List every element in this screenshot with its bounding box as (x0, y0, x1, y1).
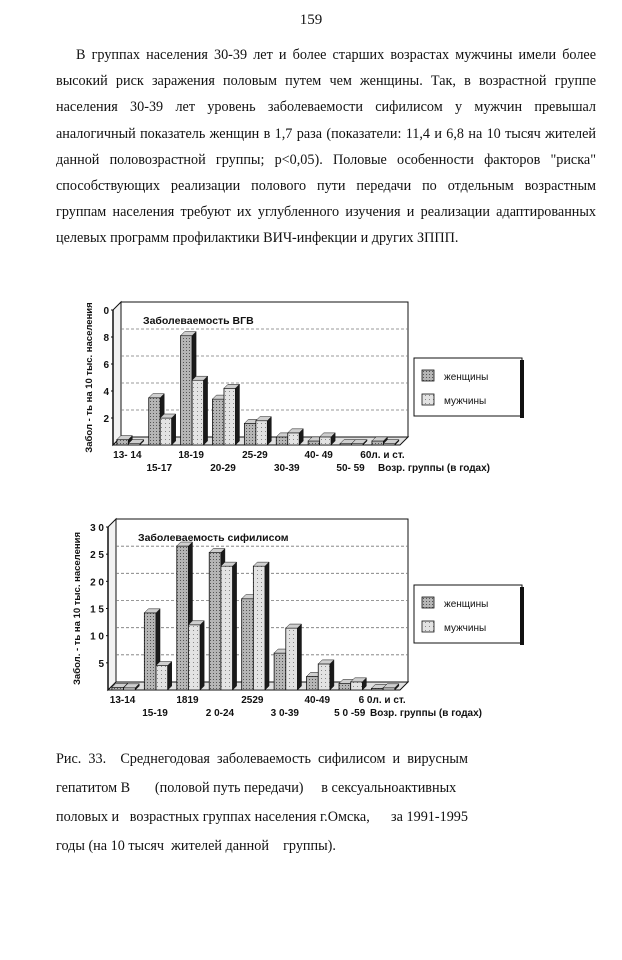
chart-title: Заболеваемость сифилисом (138, 532, 289, 544)
y-tick-label: 3 0 (90, 523, 104, 534)
bar-front (307, 676, 319, 690)
chart-syphilis (0, 505, 622, 735)
x-tick-label: 1819 (176, 695, 199, 706)
bar-front (177, 546, 189, 690)
bar-front (320, 437, 331, 445)
bar-men (156, 662, 172, 690)
bar-side (172, 414, 176, 445)
y-tick-label: 8 (103, 333, 109, 344)
bar-men (224, 384, 239, 445)
bar-men (160, 414, 175, 445)
bar-front (112, 687, 124, 690)
bar-front (308, 441, 319, 445)
bar-men (288, 429, 303, 445)
bar-front (256, 421, 267, 445)
legend-swatch-women (422, 370, 434, 381)
x-tick-label: 40- 49 (304, 450, 333, 461)
bar-front (286, 628, 298, 690)
legend-shadow (520, 587, 524, 645)
caption-line: годы (на 10 тысяч жителей данной группы). (56, 838, 336, 854)
bar-front (156, 666, 168, 690)
y-tick-label: 1 5 (90, 604, 104, 616)
bar-men (320, 433, 335, 445)
y-tick-label: 4 (103, 387, 109, 398)
bar-front (209, 553, 221, 690)
caption-line: половых и возрастных группах населения г.Омска, за 1991-1995 (56, 809, 468, 825)
chart-title: Заболеваемость ВГВ (143, 315, 254, 327)
bar-side (265, 562, 269, 690)
bar-side (330, 660, 334, 690)
bar-men (318, 660, 334, 690)
bar-front (351, 682, 363, 690)
legend-swatch-men (422, 394, 434, 405)
bar-front (124, 688, 136, 690)
bar-men (221, 562, 237, 690)
legend-shadow (520, 360, 524, 418)
bar-front (339, 683, 351, 690)
bar-front (372, 441, 383, 445)
x-tick-label: 50- 59 (336, 463, 365, 474)
bar-front (181, 336, 192, 445)
bar-front (160, 418, 171, 445)
bar-front (288, 433, 299, 445)
bar-side (200, 621, 204, 690)
y-tick-label: 2 5 (90, 550, 104, 562)
x-tick-label: 60л. и ст. (360, 450, 405, 461)
y-tick-label: 2 (103, 414, 109, 425)
bar-front (276, 437, 287, 445)
bar-front (212, 399, 223, 445)
legend-box (414, 358, 522, 416)
legend-swatch-women (422, 597, 434, 608)
bar-side (235, 384, 239, 445)
bar-front (144, 613, 156, 690)
bar-side (297, 624, 301, 690)
bar-men (351, 678, 367, 690)
bar-men (253, 562, 269, 690)
legend-swatch-men (422, 621, 434, 632)
bar-men (188, 621, 204, 690)
bar-men (256, 417, 271, 445)
body-paragraph (56, 42, 596, 252)
x-tick-label: 20-29 (210, 463, 236, 474)
x-tick-label: 40-49 (304, 695, 331, 706)
x-axis-label: Возр. группы (в годах) (378, 463, 491, 474)
bar-front (318, 664, 330, 690)
legend-label: мужчины (444, 396, 487, 407)
legend-label: мужчины (444, 623, 487, 634)
x-tick-label: 6 0л. и ст. (358, 695, 406, 706)
x-tick-label: 25-29 (242, 450, 268, 461)
x-tick-label: 3 0-39 (270, 708, 300, 719)
bar-front (149, 398, 160, 445)
figure-caption (56, 745, 586, 861)
y-tick-label: 2 0 (90, 577, 104, 589)
bar-front (117, 440, 128, 445)
bar-front (274, 653, 286, 690)
bar-front (242, 599, 254, 690)
x-tick-label: 15-19 (142, 708, 168, 719)
paragraph-text: В группах населения 30-39 лет и более старших возрастах мужчины имели более высокий риск заражения половым путем чем женщины. Так, в возрастной группе населения 30-39 лет уровень заболеваемости сифилисом у мужчин превышал аналогичный показатель женщин в 1,7 раза (показатели: 11,4 и 6,8 на 10 тысяч жителей данной половозрастной группы; p<0,05). Половые особенности факторов "риска" способствующих реализации полового пути передачи по отдельным возрастным группам населения требуют их углубленного изучения и реализации адаптированных целевых программ профилактики ВИЧ-инфекции и других ЗППП. (56, 47, 596, 247)
y-axis-label: Забол - ть на 10 тыс. населения (84, 302, 95, 453)
bar-side (204, 376, 208, 445)
bar-front (253, 566, 265, 690)
x-tick-label: 30-39 (274, 463, 300, 474)
y-tick-label: 1 0 (90, 631, 104, 643)
x-tick-label: 13- 14 (113, 450, 142, 461)
legend-label: женщины (444, 372, 489, 383)
bar-front (221, 566, 233, 690)
caption-line: гепатитом В (половой путь передачи) в сексуальноактивных (56, 780, 457, 796)
legend-box (414, 585, 522, 643)
x-tick-label: 2529 (241, 695, 264, 706)
bar-front (383, 688, 395, 690)
page-number: 159 (299, 12, 323, 28)
bar-side (233, 562, 237, 690)
chart-hepatitis-b (0, 290, 622, 490)
legend-label: женщины (444, 599, 489, 610)
y-tick-label: 0 (103, 306, 109, 317)
bar-front (244, 423, 255, 445)
x-tick-label: 13-14 (109, 695, 136, 706)
x-tick-label: 2 0-24 (205, 708, 235, 719)
x-tick-label: 5 0 -59 (334, 708, 366, 719)
x-tick-label: 15-17 (146, 463, 173, 474)
plot-side-wall (108, 519, 116, 690)
x-tick-label: 18-19 (178, 450, 204, 461)
x-axis-label: Возр. группы (в годах) (370, 708, 483, 719)
bar-side (168, 662, 172, 690)
bar-front (224, 388, 235, 445)
plot-side-wall (113, 302, 121, 445)
y-tick-label: 6 (103, 360, 109, 371)
bar-men (192, 376, 207, 445)
caption-line: Рис. 33. Среднегодовая заболеваемость сифилисом и вирусным (56, 751, 468, 767)
y-axis-label: Забол. - ть на 10 тыс. населения (72, 531, 83, 686)
bar-men (286, 624, 302, 690)
bar-front (188, 625, 200, 690)
bar-side (267, 417, 271, 445)
bar-front (192, 380, 203, 445)
y-tick-label: 5 (98, 658, 104, 670)
